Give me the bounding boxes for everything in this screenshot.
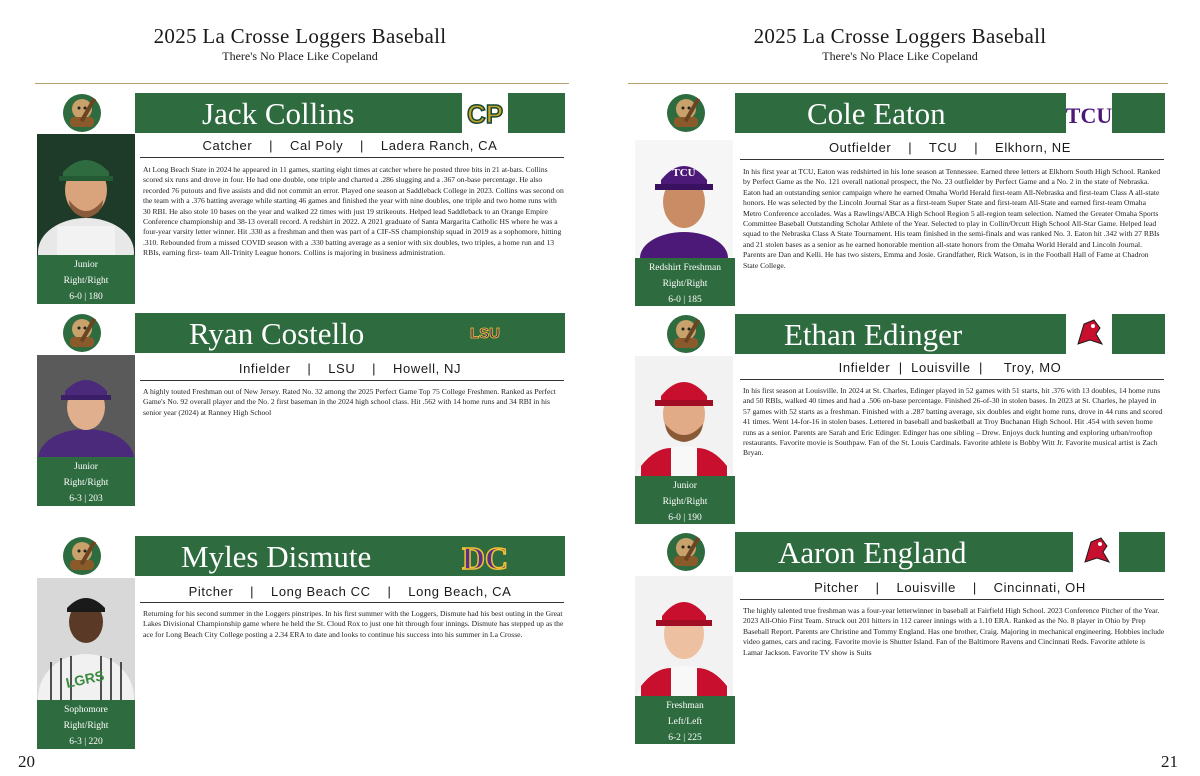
loggers-mascot-icon [664, 530, 708, 574]
loggers-mascot-icon [60, 534, 104, 578]
header-subtitle: There's No Place Like Copeland [822, 49, 978, 63]
player-bats-throws: Left/Left [667, 717, 703, 727]
header-title: 2025 La Crosse Loggers Baseball [153, 24, 447, 48]
header-subtitle: There's No Place Like Copeland [222, 49, 378, 63]
separator: | [307, 361, 312, 376]
player-height-weight: 6-2 | 225 [668, 733, 702, 743]
separator: | [360, 138, 365, 153]
separator: | [372, 361, 377, 376]
player-bio: A highly touted Freshman out of New Jersey. Rated No. 32 among the 2025 Perfect Game Top 75 College Freshmen. Ranked as Perfect Game's No. 92 overall player and the No. 2 first baseman in the 2024 high school class. Hit .562 with 14 home runs and 34 RBI in his senior year (2024) at Ranney High School [143, 387, 556, 417]
loggers-mascot-icon [664, 312, 708, 356]
player-photo [37, 578, 135, 700]
position-underline [140, 602, 564, 603]
stat-box [37, 457, 135, 506]
player-height-weight: 6-0 | 185 [668, 295, 702, 305]
separator: | [269, 138, 274, 153]
name-banner [135, 313, 565, 353]
separator: | [972, 580, 977, 595]
player-school: TCU [928, 140, 958, 155]
player-name: Cole Eaton [807, 96, 946, 131]
player-class: Junior [74, 462, 98, 472]
player-school: Louisville [896, 580, 956, 595]
page-number: 21 [1161, 752, 1178, 771]
player-bio: In his first season at Louisville. In 2024 at St. Charles, Edinger played in 52 games with 51 starts, hit .376 with 13 doubles, 14 home runs and 50 RBIs, walked 40 times and had a .506 on-base percentage. Finished 26-of-30 in stolen bases. In 2023 at St. Charles, he played in 57 games with 52 starts as a freshman. Finished with a .287 batting average, six doubles and eight home runs, drove in 44 runs and scored 41 times. Went 14-for-16 in stolen bases. Lettered in baseball and basketball at Troy Buchanan High School. Hit .454 with seven home runs as a senior. Parents are Sarah and Eric Edinger. Edinger has one sibling – Drew. Enjoys duck hunting and exploring urban/rooftop restaurants. Favorite movie is Southpaw. Fan of the St. Louis Cardinals. Favorite athlete is Bobby Witt Jr. Favorite musical artist is Zach Bryan. [743, 386, 1163, 458]
player-photo [635, 576, 733, 696]
player-name: Ryan Costello [189, 316, 365, 351]
player-class: Sophomore [64, 705, 108, 715]
tcu-logo-icon [1066, 93, 1112, 133]
name-banner [735, 314, 1165, 354]
player-position: Pitcher [188, 584, 234, 599]
page-header [600, 24, 1200, 64]
position-line [135, 584, 565, 599]
player-bio: The highly talented true freshman was a four-year letterwinner in baseball at Fairfield High School. 2023 Conference Pitcher of the Year. 2023 All-Ohio First Team. Struck out 201 hitters in 112 career innings with a 1.10 ERA. Ranked as the No. 8 player in Ohio by Prep Baseball Report. Parents are Christine and Tommy England. Has one brother, Craig. Majoring in mechanical engineering. Hobbies include video games, cars and racing. Favorite movie is Shutter Island. Fan of the Baltimore Ravens and Cincinnati Reds. Favorite athlete is Lamar Jackson. Favorite TV show is Suits [743, 606, 1165, 657]
player-bats-throws: Right/Right [662, 279, 708, 289]
player-bats-throws: Right/Right [63, 478, 109, 488]
player-hometown: Long Beach, CA [408, 584, 512, 599]
player-hometown: Troy, MO [1003, 360, 1062, 375]
player-class: Junior [74, 260, 98, 270]
right-page [600, 0, 1200, 776]
position-line [735, 580, 1165, 595]
separator: | [908, 140, 913, 155]
player-hometown: Howell, NJ [393, 361, 462, 376]
player-photo [37, 134, 135, 255]
player-bio: At Long Beach State in 2024 he appeared in 11 games, starting eight times at catcher where he posted three bits in 21 at-bats. Collins scored six runs and drove in four. He had one double, one triple and charted a .286 slugging and a .367 on-base percentage. He also recorded 76 putouts and five assists and did not commit an error. Played one season at Saddleback College in 2023. Collins was second on the team with a .376 batting average while starting 46 games and finished the year with nine doubles, one triple and two home runs with 30 RBI. He also stole 10 bases on the year and walked 22 times with just 19 strikeouts. Helped lead Saddleback to an Orange Empire Conference championship and 38-13 overall record. A redshirt in 2022. A 2021 graduate of Santa Margarita Catholic HS where he was a four-year varsity letter winner. Hit .330 as a freshman and then was part of a CIF-SS championship squad in 2019 as a sophomore, hitting .310. Rebounded from a missed COVID season with a .330 batting average as a senior with six doubles, two triples, a home run and 13 RBIs, earning first- team All-Trinity League honors. Collins is majoring in business administration. [143, 165, 564, 258]
position-underline [740, 599, 1164, 600]
player-school: LSU [328, 361, 356, 376]
header-rule [35, 83, 569, 84]
stat-box [635, 258, 735, 306]
separator: | [979, 360, 984, 375]
long-beach-cc-logo-icon [462, 536, 508, 576]
stat-box [635, 476, 735, 524]
svg-text:TCU: TCU [1066, 103, 1112, 128]
louisville-cardinal-logo-icon [1066, 314, 1112, 354]
position-line [735, 360, 1165, 375]
player-school: Cal Poly [289, 138, 344, 153]
player-hometown: Cincinnati, OH [993, 580, 1086, 595]
loggers-mascot-icon [60, 91, 104, 135]
player-position: Outfielder [828, 140, 892, 155]
name-banner [135, 536, 565, 576]
separator: | [974, 140, 979, 155]
player-name: Jack Collins [202, 96, 355, 131]
player-hometown: Ladera Ranch, CA [380, 138, 498, 153]
player-height-weight: 6-0 | 190 [668, 513, 702, 523]
player-class: Freshman [666, 701, 704, 711]
lsu-logo-icon [462, 313, 508, 353]
player-class: Redshirt Freshman [648, 263, 722, 273]
svg-text:LSU: LSU [470, 325, 500, 342]
svg-text:TCU: TCU [672, 167, 696, 179]
name-banner [735, 93, 1165, 133]
player-photo [635, 140, 733, 258]
position-underline [140, 157, 564, 158]
louisville-cardinal-logo-icon [1073, 532, 1119, 572]
position-line [135, 361, 565, 376]
header-title: 2025 La Crosse Loggers Baseball [753, 24, 1047, 48]
player-school: Louisville [911, 360, 971, 375]
player-photo [37, 355, 135, 457]
player-height-weight: 6-3 | 203 [69, 494, 103, 504]
separator: | [875, 580, 880, 595]
header-rule [628, 83, 1168, 84]
position-underline [140, 380, 564, 381]
loggers-mascot-icon [60, 311, 104, 355]
name-banner [135, 93, 565, 133]
player-name: Aaron England [778, 535, 967, 570]
separator: | [387, 584, 392, 599]
position-underline [740, 159, 1164, 160]
player-photo [635, 356, 733, 476]
stat-box [37, 700, 135, 749]
stat-box [37, 255, 135, 304]
position-line [735, 140, 1165, 155]
player-height-weight: 6-3 | 220 [69, 737, 103, 747]
position-line [135, 138, 565, 153]
player-position: Infielder [238, 361, 291, 376]
svg-text:LGRS: LGRS [64, 667, 106, 691]
player-position: Catcher [202, 138, 253, 153]
player-school: Long Beach CC [271, 584, 371, 599]
player-position: Infielder [838, 360, 891, 375]
svg-text:DC: DC [462, 540, 508, 576]
player-bats-throws: Right/Right [662, 497, 708, 507]
svg-text:CP: CP [466, 99, 504, 129]
separator: | [898, 360, 903, 375]
loggers-mascot-icon [664, 91, 708, 135]
cal-poly-logo-icon [462, 93, 508, 133]
page-number: 20 [18, 752, 35, 771]
player-bio: In his first year at TCU, Eaton was redshirted in his lone season at Tennessee. Earned three letters at Elkhorn South High School. Ranked by Perfect Game as the No. 121 overall national prospect, the No. 23 outfielder by Perfect Game and a No. 2 in the state of Nebraska. Eaton had an outstanding senior campaign where he earned Omaha World Herald first-team All-Nebraska and first-team Class A all-state honors. He was selected by the Lincoln Journal Star as a first-team Super State and first-team All-State and earned first-team Omaha Metro Conference accolades. Was a Rawlings/ABCA High School Region 5 all-region team selection. Named the Greater Omaha Sports Committee Baseball Outstanding Scholar Athlete of the Year. Selected to play in Collin/Orcutt High School All-Star Game. Helped lead squad to the Nebraska Class A State Tournament. His team finished in the semi-finals and was ranked No. 3. Eaton hit .342 with 27 RBIs and 21 stolen bases as a senior as he earned honorable mention all-state honors from the Omaha World Herald and Lincoln Journal. Parents are Dan and Kelli. He has two sisters, Emma and Josie. Grandfather, Rick Watson, is in the Football Hall of Fame at Chadron State College. [743, 167, 1161, 270]
player-position: Pitcher [814, 580, 859, 595]
player-hometown: Elkhorn, NE [995, 140, 1072, 155]
name-banner [735, 532, 1165, 572]
player-bats-throws: Right/Right [63, 276, 109, 286]
player-bats-throws: Right/Right [63, 721, 109, 731]
player-bio: Returning for his second summer in the Loggers pinstripes. In his first summer with the Loggers, Dismute had his best outing in the Great Lakes Divisional Championship game where he held the St. Cloud Rox to just one hit through four innings. Dismute has stepped up as the ace for Long Beach City College posting a 2.34 ERA to date and looks to continue his success into his summer in La Crosse. [143, 609, 564, 639]
player-class: Junior [673, 481, 697, 491]
stat-box [635, 696, 735, 744]
separator: | [250, 584, 255, 599]
player-name: Ethan Edinger [784, 317, 963, 352]
player-height-weight: 6-0 | 180 [69, 292, 103, 302]
player-name: Myles Dismute [181, 539, 372, 574]
position-underline [740, 379, 1164, 380]
page-header [0, 24, 600, 64]
